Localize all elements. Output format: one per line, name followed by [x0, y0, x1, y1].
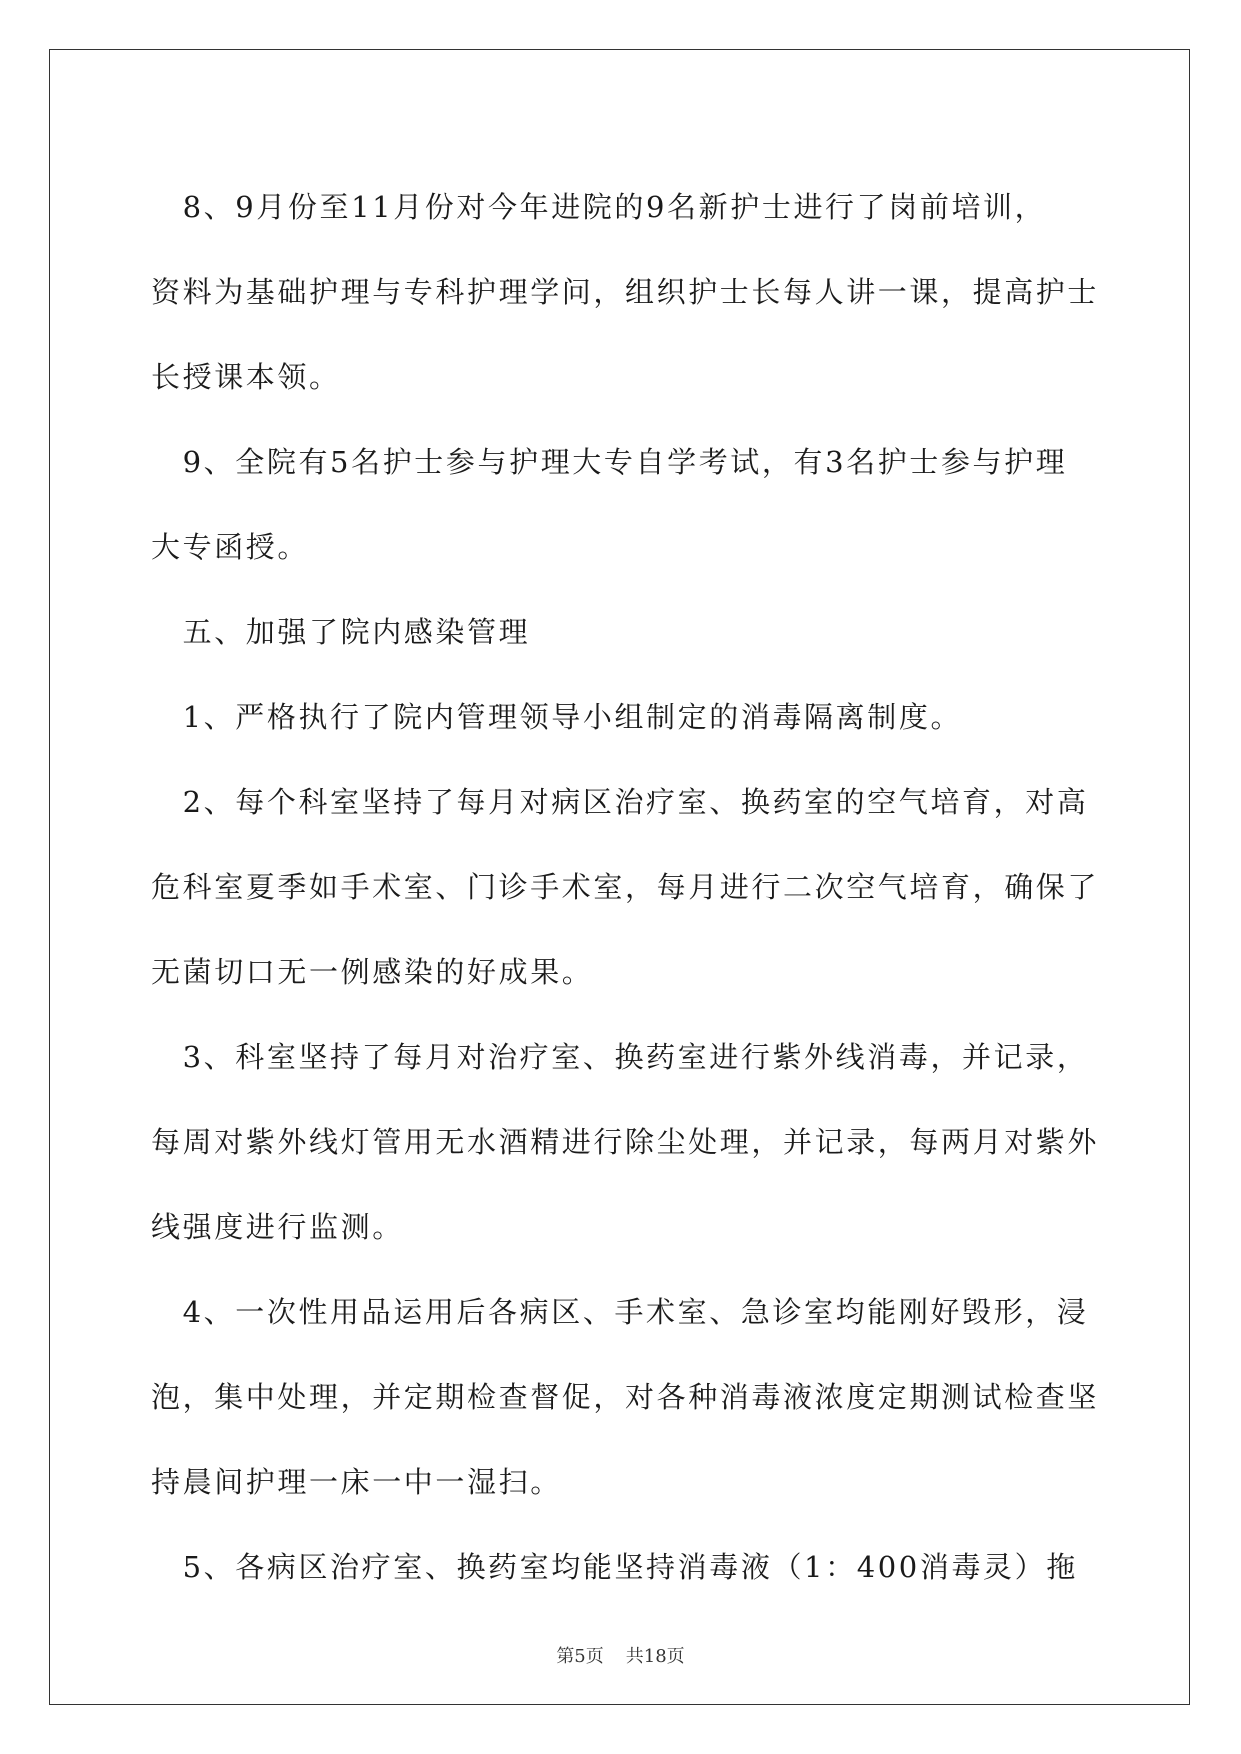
text-line: 5、各病区治疗室、换药室均能坚持消毒液（1：400消毒灵）拖	[151, 1550, 1078, 1584]
text-line: 1、严格执行了院内管理领导小组制定的消毒隔离制度。	[151, 700, 963, 734]
text-line: 危科室夏季如手术室、门诊手术室，每月进行二次空气培育，确保了	[151, 870, 1100, 904]
text-line: 4、一次性用品运用后各病区、手术室、急诊室均能刚好毁形，浸	[151, 1295, 1089, 1329]
text-line: 持晨间护理一床一中一湿扫。	[151, 1465, 562, 1499]
text-line: 8、9月份至11月份对今年进院的9名新护士进行了岗前培训，	[151, 190, 1047, 224]
text-line: 无菌切口无一例感染的好成果。	[151, 955, 594, 989]
text-line: 线强度进行监测。	[151, 1210, 404, 1244]
text-line: 每周对紫外线灯管用无水酒精进行除尘处理，并记录，每两月对紫外	[151, 1125, 1100, 1159]
document-body	[151, 165, 1100, 1610]
page-number: 第5页	[556, 1646, 604, 1667]
page-footer	[0, 1646, 1241, 1668]
text-line: 3、科室坚持了每月对治疗室、换药室进行紫外线消毒，并记录，	[151, 1040, 1089, 1074]
text-line: 长授课本领。	[151, 360, 341, 394]
text-line: 2、每个科室坚持了每月对病区治疗室、换药室的空气培育，对高	[151, 785, 1089, 819]
section-heading: 五、加强了院内感染管理	[151, 615, 531, 649]
text-line: 资料为基础护理与专科护理学问，组织护士长每人讲一课，提高护士	[151, 275, 1100, 309]
page-total: 共18页	[625, 1646, 685, 1667]
text-line: 9、全院有5名护士参与护理大专自学考试，有3名护士参与护理	[151, 445, 1068, 479]
text-line: 泡，集中处理，并定期检查督促，对各种消毒液浓度定期测试检查坚	[151, 1380, 1100, 1414]
text-line: 大专函授。	[151, 530, 310, 564]
